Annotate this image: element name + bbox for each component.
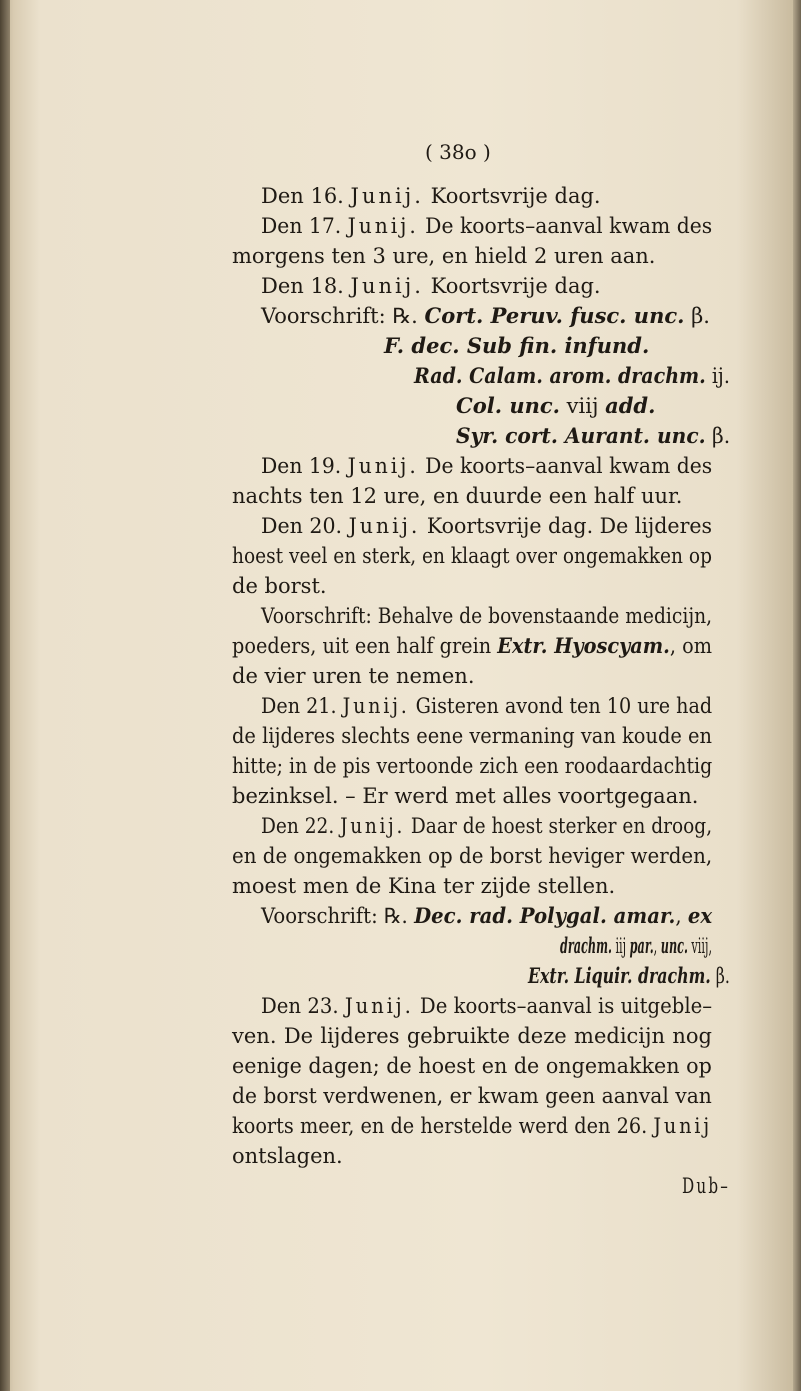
spaced-term: Junij. bbox=[347, 214, 419, 238]
page-right-edge bbox=[793, 0, 801, 1391]
text-span: Den 18. bbox=[261, 274, 351, 298]
text-line bbox=[232, 1143, 343, 1169]
latin-term: add. bbox=[605, 393, 656, 418]
text-line bbox=[456, 423, 730, 449]
text-span: De koorts–aanval kwam des bbox=[418, 214, 713, 238]
text-span: hitte; in de pis vertoonde zich een roodaardachtig bbox=[232, 754, 713, 778]
text-span: iij bbox=[611, 934, 630, 958]
spaced-term: Junij. bbox=[348, 514, 421, 538]
text-line bbox=[261, 693, 712, 719]
text-line bbox=[261, 513, 712, 539]
text-span: de borst verdwenen, er kwam geen aanval van bbox=[232, 1084, 712, 1108]
text-line bbox=[232, 483, 682, 509]
text-span: en de ongemakken op de borst heviger werden, bbox=[232, 844, 713, 868]
text-span: De koorts–aanval is uitgeble– bbox=[413, 994, 713, 1018]
text-line bbox=[232, 723, 712, 749]
text-line bbox=[232, 633, 712, 659]
latin-term: Syr. cort. Aurant. unc. bbox=[456, 423, 706, 448]
text-line bbox=[232, 1083, 712, 1109]
text-span: β. bbox=[684, 304, 710, 328]
latin-term: F. dec. Sub fin. infund. bbox=[384, 333, 650, 358]
text-span: De koorts–aanval kwam des bbox=[418, 454, 713, 478]
text-line bbox=[682, 1173, 730, 1199]
text-line bbox=[261, 183, 601, 209]
text-span: Den 17. bbox=[261, 214, 348, 238]
latin-term: Cort. Peruv. fusc. unc. bbox=[424, 303, 685, 328]
text-span: de vier uren te nemen. bbox=[232, 664, 475, 688]
text-span: Daar de hoest sterker en droog, bbox=[405, 814, 713, 838]
text-line bbox=[414, 363, 730, 389]
text-span: ij. bbox=[705, 364, 730, 388]
text-line bbox=[232, 1113, 712, 1139]
text-span: , om bbox=[669, 634, 713, 658]
text-line bbox=[232, 573, 327, 599]
text-span: Den 23. bbox=[261, 994, 345, 1018]
text-line bbox=[232, 663, 475, 689]
text-span: morgens ten 3 ure, en hield 2 uren aan. bbox=[232, 244, 656, 268]
text-line bbox=[560, 933, 712, 959]
text-line bbox=[456, 393, 655, 419]
text-span: bezinksel. – Er werd met alles voortgegaan. bbox=[232, 784, 699, 808]
latin-term: drachm. bbox=[560, 933, 612, 958]
text-span: koorts meer, en de herstelde werd den 26. bbox=[232, 1114, 654, 1138]
text-line bbox=[384, 333, 649, 359]
spaced-term: Junij. bbox=[350, 184, 424, 208]
spaced-term: Junij bbox=[653, 1114, 712, 1138]
latin-term: ex bbox=[687, 903, 713, 928]
text-span: hoest veel en sterk, en klaagt over ongemakken op bbox=[232, 544, 712, 568]
page-header: ( 38o ) bbox=[425, 140, 491, 164]
text-span: Voorschrift: ℞. bbox=[261, 304, 425, 328]
text-span: ven. De lijderes gebruikte deze medicijn nog bbox=[232, 1024, 712, 1048]
text-span: Den 19. bbox=[261, 454, 348, 478]
latin-term: Extr. Liquir. drachm. bbox=[528, 963, 711, 988]
spaced-term: Junij. bbox=[342, 694, 410, 718]
latin-term: unc. bbox=[660, 933, 688, 958]
text-line bbox=[232, 873, 615, 899]
latin-term: Extr. Hyoscyam. bbox=[497, 633, 670, 658]
text-span: de borst. bbox=[232, 574, 327, 598]
text-span: , bbox=[675, 904, 688, 928]
text-span: poeders, uit een half grein bbox=[232, 634, 498, 658]
spaced-term: Junij. bbox=[347, 454, 419, 478]
text-line bbox=[232, 1053, 712, 1079]
text-line bbox=[232, 753, 712, 779]
text-line bbox=[232, 543, 712, 569]
text-span: nachts ten 12 ure, en duurde een half uur. bbox=[232, 484, 683, 508]
text-line bbox=[261, 813, 712, 839]
text-span: Den 22. bbox=[261, 814, 341, 838]
text-span: ontslagen. bbox=[232, 1144, 343, 1168]
latin-term: Rad. Calam. arom. drachm. bbox=[414, 363, 706, 388]
text-line bbox=[261, 453, 712, 479]
text-span: Den 20. bbox=[261, 514, 349, 538]
text-line bbox=[261, 903, 712, 929]
text-span: Den 21. bbox=[261, 694, 343, 718]
text-span: , bbox=[653, 934, 661, 958]
page-left-edge bbox=[0, 0, 10, 1391]
text-span: β. bbox=[710, 964, 730, 988]
text-line bbox=[261, 603, 712, 629]
text-span: Koortsvrije dag. bbox=[423, 274, 601, 298]
text-span: de lijderes slechts eene vermaning van koude en bbox=[232, 724, 713, 748]
spaced-term: Dub– bbox=[682, 1174, 731, 1198]
latin-term: Col. unc. bbox=[456, 393, 560, 418]
text-span: moest men de Kina ter zijde stellen. bbox=[232, 874, 616, 898]
text-line bbox=[232, 843, 712, 869]
text-line bbox=[232, 243, 656, 269]
text-span: viij bbox=[559, 394, 606, 418]
text-span: Koortsvrije dag. De lijderes bbox=[420, 514, 713, 538]
text-span: Voorschrift: ℞. bbox=[261, 904, 415, 928]
text-line bbox=[261, 303, 710, 329]
text-span: Koortsvrije dag. bbox=[423, 184, 601, 208]
text-line bbox=[261, 213, 712, 239]
spaced-term: Junij. bbox=[340, 814, 406, 838]
text-span: viij, bbox=[687, 934, 713, 958]
spaced-term: Junij. bbox=[344, 994, 414, 1018]
text-line bbox=[232, 783, 698, 809]
text-line bbox=[232, 1023, 712, 1049]
text-span: Den 16. bbox=[261, 184, 351, 208]
text-line bbox=[261, 993, 712, 1019]
spaced-term: Junij. bbox=[350, 274, 424, 298]
text-span: eenige dagen; de hoest en de ongemakken op bbox=[232, 1054, 712, 1078]
text-span: Gisteren avond ten 10 ure had bbox=[409, 694, 713, 718]
text-span: Voorschrift: Behalve de bovenstaande medicijn, bbox=[261, 604, 713, 628]
text-line bbox=[261, 273, 601, 299]
latin-term: par. bbox=[629, 933, 654, 958]
latin-term: Dec. rad. Polygal. amar. bbox=[414, 903, 676, 928]
text-span: β. bbox=[705, 424, 731, 448]
text-line bbox=[528, 963, 730, 989]
